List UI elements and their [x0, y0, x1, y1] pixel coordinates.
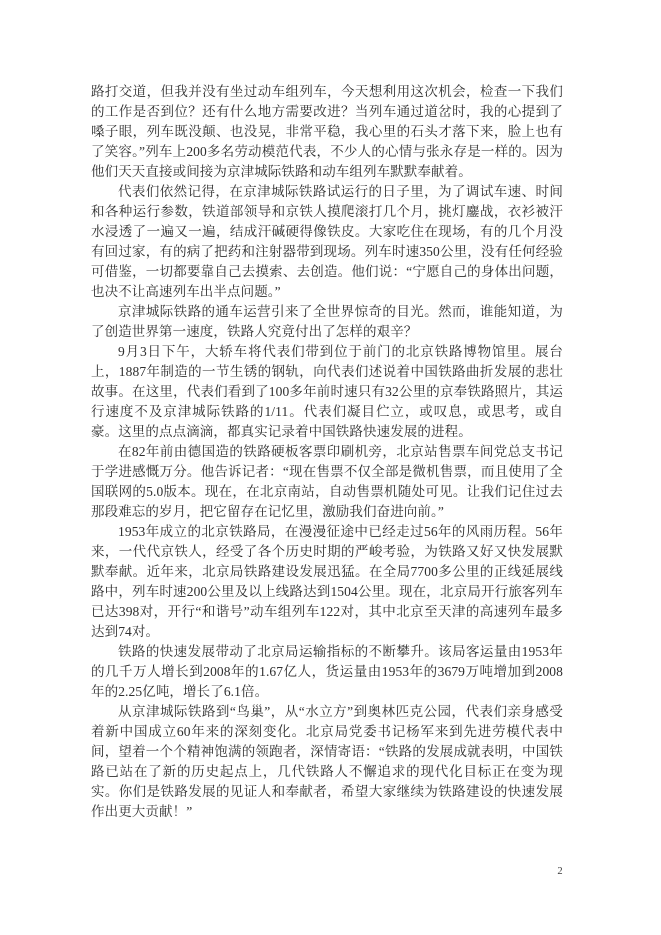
paragraph: 在82年前由德国造的铁路硬板客票印刷机旁，北京站售票车间党总支书记于学进感慨万分。他告诉记者：“现在售票不仅全部是微机售票，而且使用了全国联网的5.0版本。现在，在北京南站，自动售票机随处可见。让我们记住过去那段难忘的岁月，把它留存在记忆里，激励我们奋进向前。” [91, 444, 563, 519]
article-body [91, 82, 563, 822]
paragraph: 从京津城际铁路到“鸟巢”，从“水立方”到奥林匹克公园，代表们亲身感受着新中国成立60年来的深刻变化。北京局党委书记杨军来到先进劳模代表中间，望着一个个精神饱满的领跑者，深情寄语：“铁路的发展成就表明，中国铁路已站在了新的历史起点上，几代铁路人不懈追求的现代化目标正在变为现实。你们是铁路发展的见证人和奉献者，希望大家继续为铁路建设的快速发展作出更大贡献！” [91, 704, 563, 819]
page-number: 2 [557, 866, 563, 877]
paragraph: 代表们依然记得，在京津城际铁路试运行的日子里，为了调试车速、时间和各种运行参数，铁道部领导和京铁人摸爬滚打几个月，挑灯鏖战，衣衫被汗水浸透了一遍又一遍，结成汗碱硬得像铁皮。大家吃住在现场，有的几个月没有回过家，有的病了把药和注射器带到现场。列车时速350公里，没有任何经验可借鉴，一切都要靠自己去摸索、去创造。他们说：“宁愿自己的身体出问题，也决不让高速列车出半点问题。” [91, 184, 563, 299]
paragraph: 铁路的快速发展带动了北京局运输指标的不断攀升。该局客运量由1953年的几千万人增长到2008年的1.67亿人，货运量由1953年的3679万吨增加到2008年的2.25亿吨，增长了6.1倍。 [91, 644, 563, 699]
paragraph: 9月3日下午，大轿车将代表们带到位于前门的北京铁路博物馆里。展台上，1887年制造的一节生锈的钢轨，向代表们述说着中国铁路曲折发展的悲壮故事。在这里，代表们看到了100多年前时速只有32公里的京奉铁路照片，其运行速度不及京津城际铁路的1/11。代表们凝目伫立，或叹息，或思考，或自豪。这里的点点滴滴，都真实记录着中国铁路快速发展的进程。 [91, 344, 563, 439]
paragraph: 京津城际铁路的通车运营引来了全世界惊奇的目光。然而，谁能知道，为了创造世界第一速度，铁路人究竟付出了怎样的艰辛？ [91, 304, 563, 339]
paragraph: 路打交道，但我并没有坐过动车组列车，今天想利用这次机会，检查一下我们的工作是否到位？还有什么地方需要改进？当列车通过道岔时，我的心提到了嗓子眼，列车既没颠、也没晃，非常平稳，我心里的石头才落下来，脸上也有了笑容。”列车上200多名劳动模范代表，不少人的心情与张永存是一样的。因为他们天天直接或间接为京津城际铁路和动车组列车默默奉献着。 [91, 84, 563, 179]
paragraph: 1953年成立的北京铁路局，在漫漫征途中已经走过56年的风雨历程。56年来，一代代京铁人，经受了各个历史时期的严峻考验，为铁路又好又快发展默默奉献。近年来，北京局铁路建设发展迅猛。在全局7700多公里的正线延展线路中，列车时速200公里及以上线路达到1504公里。现在，北京局开行旅客列车已达398对，开行“和谐号”动车组列车122对，其中北京至天津的高速列车最多达到74对。 [91, 524, 563, 639]
